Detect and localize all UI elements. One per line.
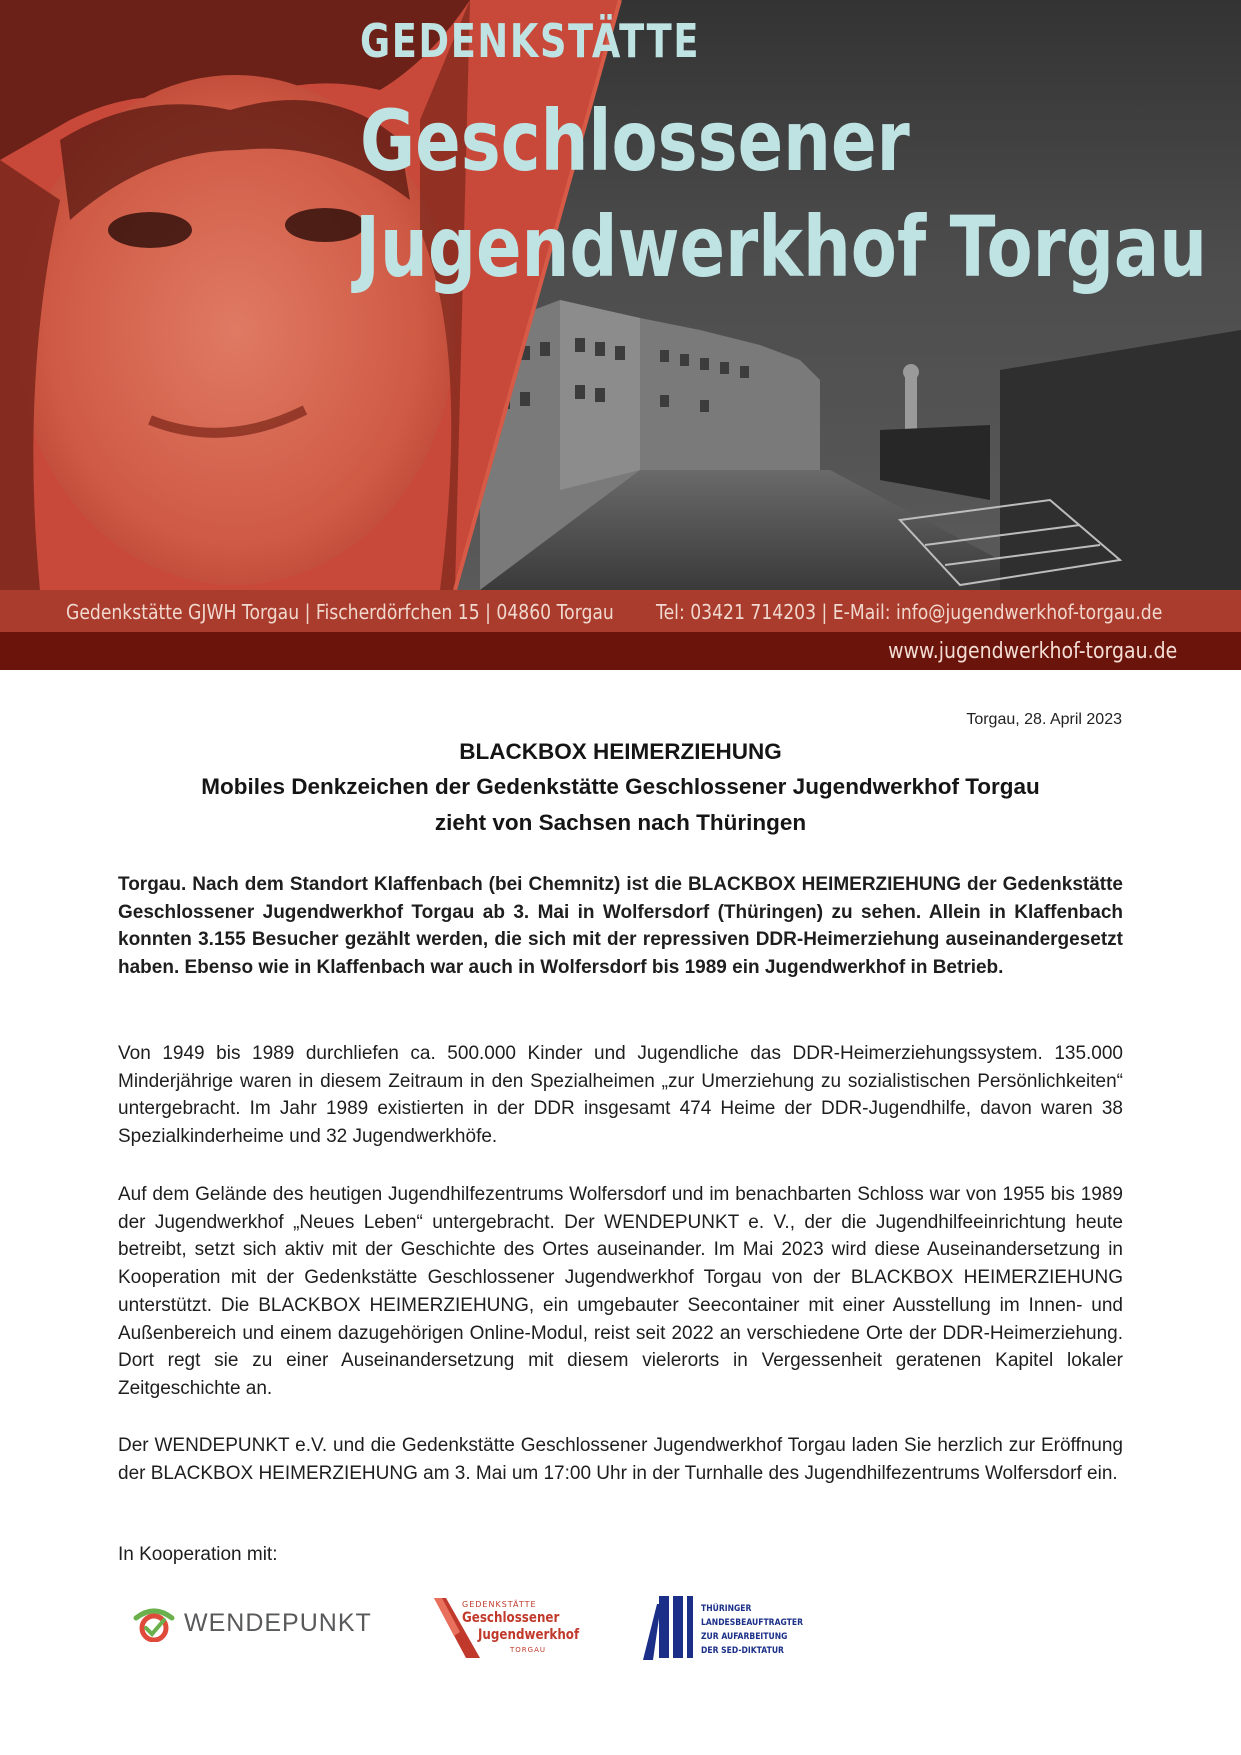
thueringen-logo-line2: LANDESBEAUFTRAGTER	[701, 1618, 803, 1628]
banner-pre-title: GEDENKSTÄTTE	[360, 14, 701, 68]
contact-phone-email: Tel: 03421 714203 | E-Mail: info@jugendwerkhof-torgau.de	[656, 600, 1163, 624]
contact-bar	[0, 590, 1241, 632]
heading-line3: zieht von Sachsen nach Thüringen	[434, 810, 807, 835]
wendepunkt-logo-text: WENDEPUNKT	[184, 1609, 372, 1637]
wendepunkt-arc-icon	[132, 1606, 176, 1642]
paragraph-statistics: Von 1949 bis 1989 durchliefen ca. 500.000 Kinder und Jugendliche das DDR-Heimerziehungssystem. 135.000 Minderjährige waren in diesem Zeitraum in den Spezialheimen „zur Umerziehung zu sozialistischen Persönlichkeiten“ untergebracht. Im Jahr 1989 existierten in der DDR insgesamt 474 Heime der DDR-Jugendhilfe, davon waren 38 Spezialkinderheime und 32 Jugendwerkhöfe.	[118, 1043, 1123, 1148]
thueringen-logo-line1: THÜRINGER	[701, 1604, 752, 1614]
thueringen-logo-line3: ZUR AUFARBEITUNG	[701, 1632, 788, 1642]
thueringen-logo-line4: DER SED-DIKTATUR	[701, 1646, 784, 1656]
thueringen-logo	[643, 1594, 803, 1662]
paragraph-wolfersdorf: Auf dem Gelände des heutigen Jugendhilfezentrums Wolfersdorf und im benachbarten Schloss war von 1955 bis 1989 der Jugendwerkhof „Neues Leben“ untergebracht. Der WENDEPUNKT e. V., der die Jugendhilfeeinrichtung heute betreibt, setzt sich aktiv mit der Geschichte des Ortes auseinander. Im Mai 2023 wird diese Auseinandersetzung in Kooperation mit der Gedenkstätte Geschlossener Jugendwerkhof Torgau von der BLACKBOX HEIMERZIEHUNG unterstützt. Die BLACKBOX HEIMERZIEHUNG, ein umgebauter Seecontainer mit einer Ausstellung im Innen- und Außenbereich und einem dazugehörigen Online-Modul, reist seit 2022 an verschiedene Orte der DDR-Heimerziehung. Dort regt sie zu einer Auseinandersetzung mit diesem vielerorts in Vergessenheit geratenen Kapitel lokaler Zeitgeschichte an.	[118, 1184, 1123, 1399]
header-banner	[0, 0, 1241, 670]
gjwh-logo-line1: GEDENKSTÄTTE	[462, 1600, 537, 1609]
banner-title-line1: Geschlossener	[360, 92, 910, 190]
lead-paragraph: Torgau. Nach dem Standort Klaffenbach (bei Chemnitz) ist die BLACKBOX HEIMERZIEHUNG der Gedenkstätte Geschlossener Jugendwerkhof Torgau ab 3. Mai in Wolfersdorf (Thüringen) zu sehen. Allein in Klaffenbach konnten 3.155 Besucher gezählt werden, die sich mit der repressiven DDR-Heimerziehung auseinandergesetzt haben. Ebenso wie in Klaffenbach war auch in Wolfersdorf bis 1989 ein Jugendwerkhof in Betrieb.	[118, 874, 1123, 979]
contact-address: Gedenkstätte GJWH Torgau | Fischerdörfchen 15 | 04860 Torgau	[66, 600, 614, 624]
gjwh-logo-line4: TORGAU	[510, 1646, 546, 1654]
letter-date: Torgau, 28. April 2023	[966, 711, 1122, 728]
gjwh-logo-line2: Geschlossener	[462, 1610, 560, 1626]
website-bar	[0, 632, 1241, 670]
heading-line2: Mobiles Denkzeichen der Gedenkstätte Geschlossener Jugendwerkhof Torgau	[201, 774, 1040, 799]
paragraph-invitation: Der WENDEPUNKT e.V. und die Gedenkstätte Geschlossener Jugendwerkhof Torgau laden Sie herzlich zur Eröffnung der BLACKBOX HEIMERZIEHUNG am 3. Mai um 17:00 Uhr in der Turnhalle des Jugendhilfezentrums Wolfersdorf ein.	[118, 1435, 1123, 1484]
heading-line1: BLACKBOX HEIMERZIEHUNG	[459, 739, 782, 764]
banner-title-line2: Jugendwerkhof Torgau	[355, 198, 1208, 296]
blue-stripes-icon	[643, 1594, 695, 1662]
wendepunkt-logo	[132, 1606, 372, 1642]
gjwh-logo-line3: Jugendwerkhof	[478, 1627, 580, 1643]
gjwh-logo	[434, 1598, 594, 1660]
website-link[interactable]: www.jugendwerkhof-torgau.de	[887, 639, 1177, 664]
cooperation-label: In Kooperation mit:	[118, 1544, 278, 1565]
